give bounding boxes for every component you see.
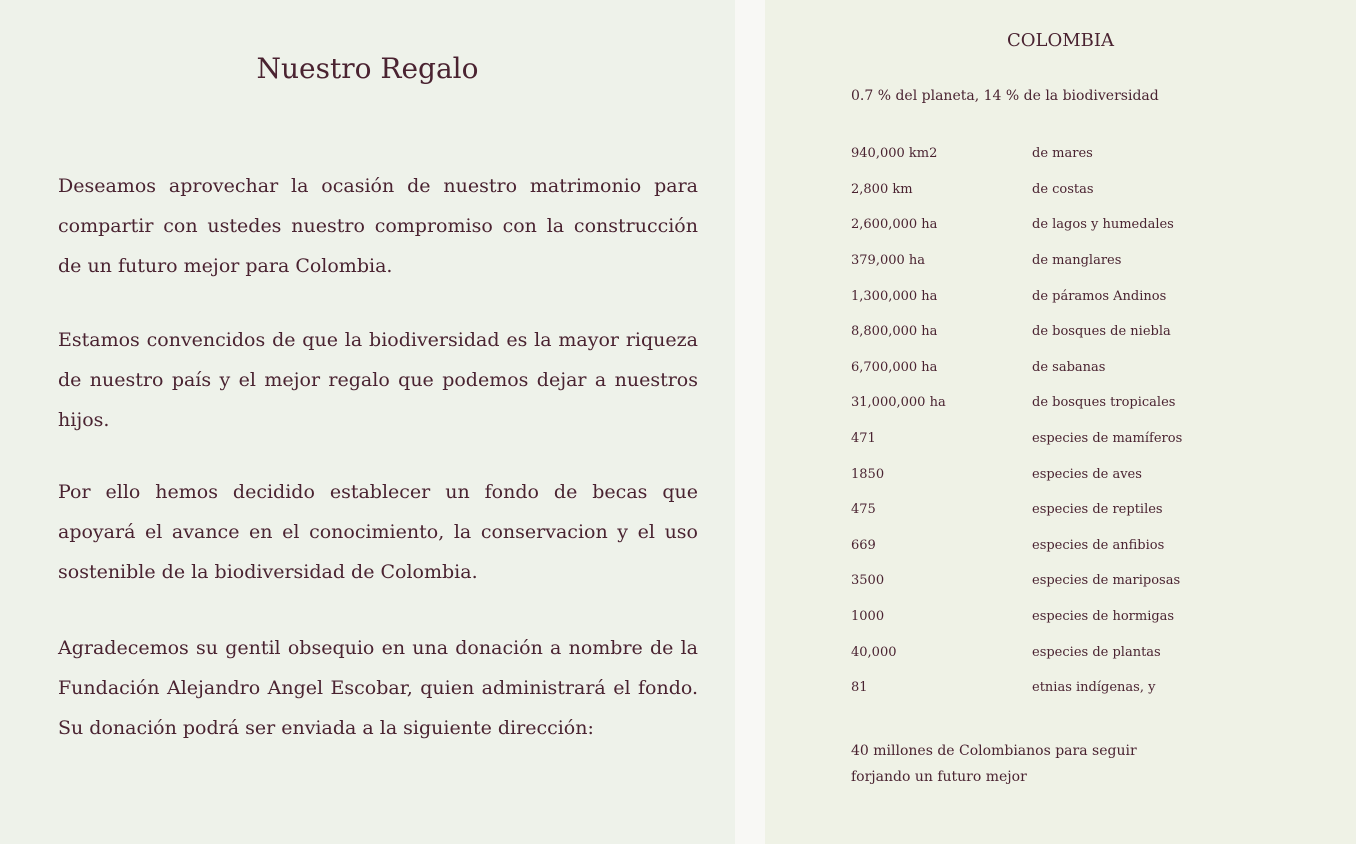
- stat-row: [851, 385, 1321, 421]
- closing-statement: 40 millones de Colombianos para seguir forjando un futuro mejor: [851, 743, 1137, 785]
- stat-value: 2,600,000 ha: [851, 217, 938, 233]
- stat-description: de páramos Andinos: [1032, 288, 1167, 304]
- stat-value: 40,000: [851, 644, 897, 660]
- stat-description: de bosques de niebla: [1032, 324, 1171, 340]
- stat-value: 2,800 km: [851, 181, 913, 197]
- stat-description: de sabanas: [1032, 359, 1106, 375]
- paragraph-biodiversity: Estamos convencidos de que la biodiversidad es la mayor riqueza de nuestro país y el mejor regalo que podemos dejar a nuestros hijos.: [58, 329, 698, 431]
- stat-value: 1000: [851, 609, 885, 625]
- stat-value: 669: [851, 537, 876, 553]
- stat-description: de costas: [1032, 181, 1094, 197]
- stat-description: especies de aves: [1032, 466, 1142, 482]
- stat-description: de lagos y humedales: [1032, 217, 1174, 233]
- stat-description: de manglares: [1032, 253, 1122, 269]
- stat-description: especies de anfibios: [1032, 537, 1165, 553]
- stat-description: especies de plantas: [1032, 644, 1161, 660]
- page-title: Nuestro Regalo: [256, 52, 479, 85]
- stat-row: [851, 243, 1321, 279]
- stat-description: de mares: [1032, 146, 1093, 162]
- stat-row: [851, 634, 1321, 670]
- stat-value: 379,000 ha: [851, 253, 926, 269]
- stat-row: [851, 172, 1321, 208]
- biodiversity-summary: 0.7 % del planeta, 14 % de la biodiversidad: [851, 88, 1159, 104]
- stat-row: [851, 421, 1321, 457]
- stat-row: [851, 350, 1321, 386]
- stat-value: 940,000 km2: [851, 146, 938, 162]
- stat-value: 31,000,000 ha: [851, 395, 946, 411]
- stat-value: 471: [851, 431, 876, 447]
- stat-description: etnias indígenas, y: [1032, 680, 1156, 696]
- stats-list: [851, 136, 1321, 706]
- stat-description: especies de hormigas: [1032, 609, 1175, 625]
- right-page: [765, 0, 1356, 844]
- stat-value: 1850: [851, 466, 885, 482]
- stat-row: [851, 670, 1321, 706]
- stat-row: [851, 136, 1321, 172]
- stat-value: 6,700,000 ha: [851, 359, 938, 375]
- stat-value: 81: [851, 680, 868, 696]
- stat-row: [851, 492, 1321, 528]
- stat-description: especies de mamíferos: [1032, 431, 1183, 447]
- stat-value: 8,800,000 ha: [851, 324, 938, 340]
- stat-row: [851, 456, 1321, 492]
- country-heading: COLOMBIA: [1006, 30, 1114, 51]
- stat-row: [851, 207, 1321, 243]
- stat-row: [851, 599, 1321, 635]
- stat-value: 475: [851, 502, 876, 518]
- paragraph-intro: Deseamos aprovechar la ocasión de nuestro matrimonio para compartir con ustedes nuestro compromiso con la construcción de un futuro mejor para Colombia.: [58, 175, 698, 277]
- stat-row: [851, 528, 1321, 564]
- stat-row: [851, 278, 1321, 314]
- stat-row: [851, 314, 1321, 350]
- stat-value: 3500: [851, 573, 885, 589]
- stat-description: especies de reptiles: [1032, 502, 1163, 518]
- paragraph-donation: Agradecemos su gentil obsequio en una donación a nombre de la Fundación Alejandro Angel Escobar, quien administrará el fondo. Su donación podrá ser enviada a la siguiente dirección:: [58, 637, 698, 739]
- stat-value: 1,300,000 ha: [851, 288, 938, 304]
- page-gutter: [735, 0, 765, 844]
- paragraph-scholarship-fund: Por ello hemos decidido establecer un fondo de becas que apoyará el avance en el conocimiento, la conservacion y el uso sostenible de la biodiversidad de Colombia.: [58, 481, 698, 583]
- stat-row: [851, 563, 1321, 599]
- stat-description: especies de mariposas: [1032, 573, 1181, 589]
- stat-description: de bosques tropicales: [1032, 395, 1176, 411]
